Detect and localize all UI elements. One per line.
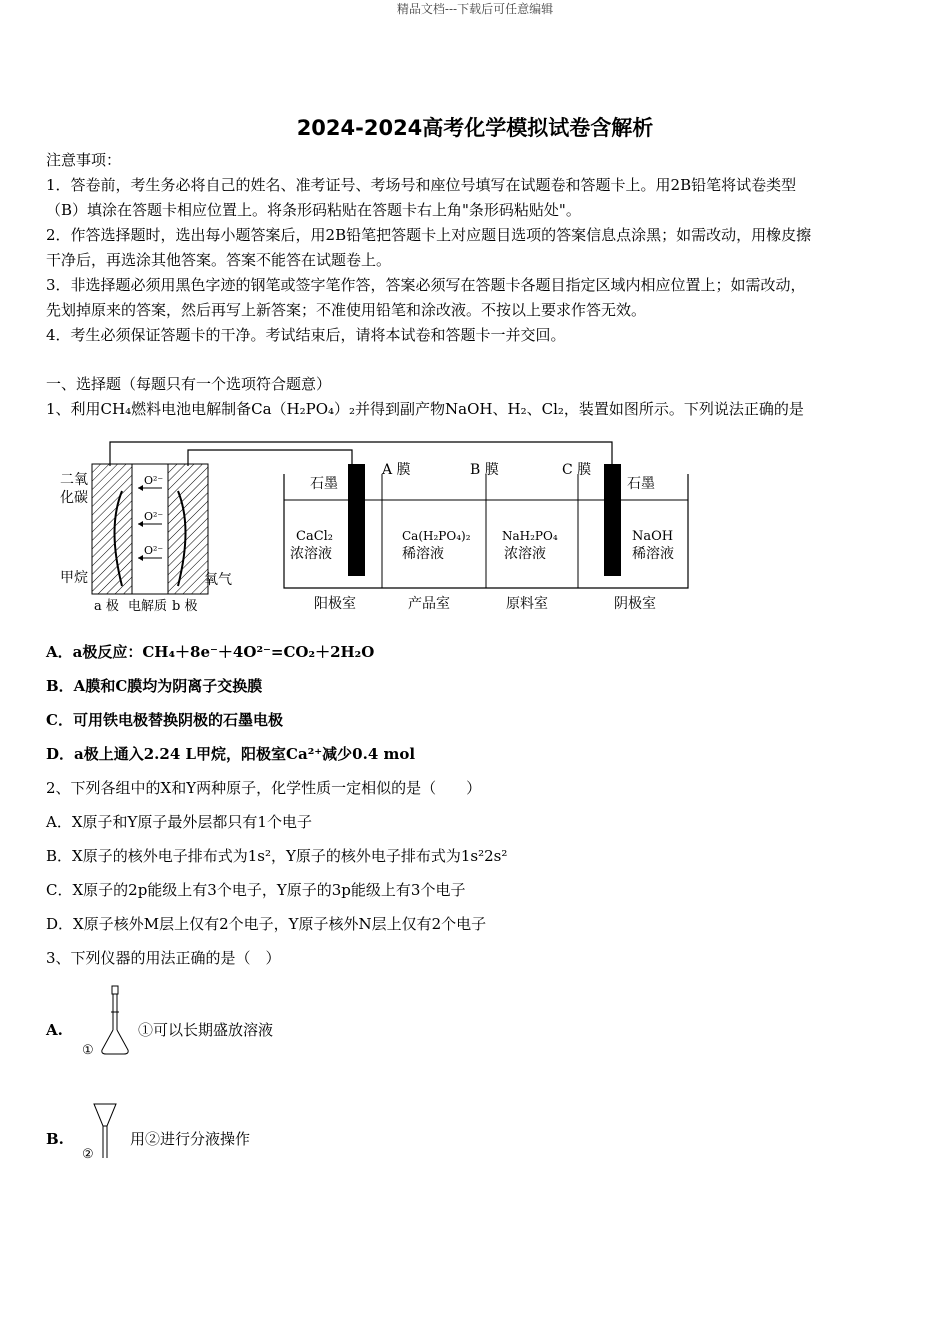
flask-mark: ①: [82, 1043, 94, 1058]
label-membrane-a: A 膜: [382, 462, 411, 478]
ion-label: O²⁻: [144, 544, 164, 557]
room-label: 阴极室: [614, 596, 656, 612]
question-2-option-c: C．X原子的2p能级上有3个电子，Y原子的3p能级上有3个电子: [46, 881, 466, 899]
label-electrode-b: b 极: [172, 599, 198, 614]
question-3-option-a-text: ①可以长期盛放溶液: [138, 1021, 274, 1039]
question-3-option-a-label: A.: [46, 1021, 63, 1039]
question-3-option-b-text: 用②进行分液操作: [130, 1130, 251, 1148]
question-1-stem: 1、利用CH₄燃料电池电解制备Ca（H₂PO₄）₂并得到副产物NaOH、H₂、Cl₂，装置如图所示。下列说法正确的是: [46, 400, 804, 418]
solution-label: 稀溶液: [402, 546, 444, 562]
room-label: 原料室: [506, 596, 548, 612]
ion-label: O²⁻: [144, 474, 164, 487]
solution-label: CaCl₂: [296, 529, 334, 544]
electrolysis-apparatus-figure: [52, 436, 702, 621]
label-membrane-b: B 膜: [470, 462, 499, 478]
solution-label: NaOH: [632, 529, 674, 544]
room-label: 产品室: [408, 596, 450, 612]
solution-label: Ca(H₂PO₄)₂: [402, 529, 471, 543]
notice-line: 干净后，再选涂其他答案。答案不能答在试题卷上。: [46, 251, 392, 269]
label-electrode-a: a 极: [94, 599, 119, 614]
notice-line: 先划掉原来的答案，然后再写上新答案；不准使用铅笔和涂改液。不按以上要求作答无效。: [46, 301, 647, 319]
question-2-option-b: B．X原子的核外电子排布式为1s²，Y原子的核外电子排布式为1s²2s²: [46, 847, 508, 865]
page-title: 2024-2024高考化学模拟试卷含解析: [296, 116, 654, 140]
label-co2: 二氧: [60, 472, 88, 488]
volumetric-flask-icon: [78, 982, 138, 1058]
label-oxygen: 氧气: [204, 572, 232, 588]
question-3-option-b-label: B.: [46, 1130, 64, 1148]
solution-label: 浓溶液: [504, 546, 546, 562]
question-1-option-d: D．a极上通入2.24 L甲烷，阳极室Ca²⁺减少0.4 mol: [46, 745, 416, 763]
solution-label: NaH₂PO₄: [502, 529, 558, 543]
notice-line: 3．非选择题必须用黑色字迹的钢笔或签字笔作答，答案必须写在答题卡各题目指定区域内相应位置上；如需改动，: [46, 276, 806, 294]
funnel-mark: ②: [82, 1147, 94, 1162]
solution-label: 稀溶液: [632, 546, 674, 562]
solution-label: 浓溶液: [290, 546, 332, 562]
notice-line: 1．答卷前，考生务必将自己的姓名、准考证号、考场号和座位号填写在试题卷和答题卡上。用2B铅笔将试卷类型: [46, 176, 797, 194]
section-heading: 一、选择题（每题只有一个选项符合题意）: [46, 375, 332, 393]
question-2-option-a: A．X原子和Y原子最外层都只有1个电子: [46, 813, 312, 831]
question-1-option-a: A．a极反应：CH₄＋8e⁻＋4O²⁻=CO₂＋2H₂O: [46, 643, 375, 661]
label-membrane-c: C 膜: [562, 462, 592, 478]
room-label: 阳极室: [314, 596, 356, 612]
page-header-note: 精品文档---下载后可任意编辑: [396, 2, 554, 16]
label-graphite-right: 石墨: [627, 476, 655, 492]
ion-label: O²⁻: [144, 510, 164, 523]
notice-line: 2．作答选择题时，选出每小题答案后，用2B铅笔把答题卡上对应题目选项的答案信息点涂黑；如需改动，用橡皮擦: [46, 226, 812, 244]
notice-line: （B）填涂在答题卡相应位置上。将条形码粘贴在答题卡右上角"条形码粘贴处"。: [46, 201, 581, 219]
question-1-option-c: C．可用铁电极替换阴极的石墨电极: [46, 711, 283, 729]
label-methane: 甲烷: [60, 570, 88, 586]
notice-line: 4．考生必须保证答题卡的干净。考试结束后，请将本试卷和答题卡一并交回。: [46, 326, 566, 344]
notice-heading: 注意事项：: [46, 151, 122, 169]
funnel-icon: [78, 1100, 130, 1162]
label-co2: 化碳: [60, 490, 88, 506]
label-graphite-left: 石墨: [310, 476, 338, 492]
question-3-stem: 3、下列仪器的用法正确的是（ ）: [46, 949, 281, 967]
label-electrolyte: 电解质: [128, 599, 168, 614]
question-1-option-b: B．A膜和C膜均为阴离子交换膜: [46, 677, 263, 695]
question-2-stem: 2、下列各组中的X和Y两种原子，化学性质一定相似的是（ ）: [46, 779, 482, 797]
question-2-option-d: D．X原子核外M层上仅有2个电子，Y原子核外N层上仅有2个电子: [46, 915, 487, 933]
